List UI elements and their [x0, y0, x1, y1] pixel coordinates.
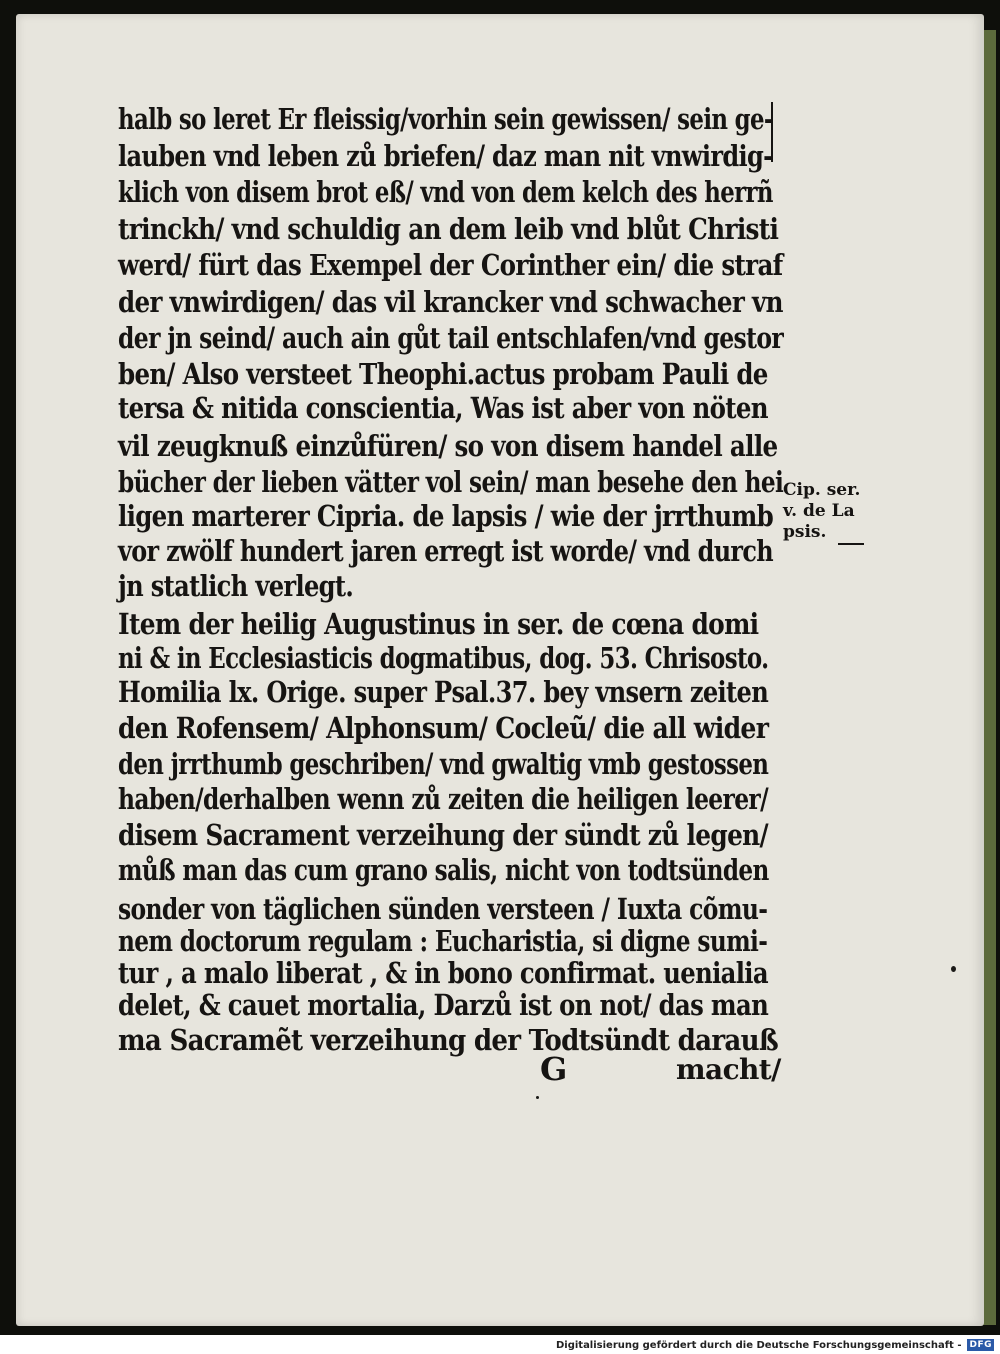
text-line: tersa & nitida conscientia, Was ist aber von nöten — [118, 391, 768, 425]
text-line: klich von disem brot eß/ vnd von dem kelch des herrñ — [118, 175, 773, 209]
ink-speck — [951, 966, 956, 972]
text-line: vor zwölf hundert jaren erregt ist worde/ vnd durch — [118, 534, 773, 568]
signature-mark: G — [540, 1050, 568, 1088]
text-line: halb so leret Er fleissig/vorhin sein gewissen/ sein ge- — [118, 102, 773, 136]
text-line: můß man das cum grano salis, nicht von todtsünden — [118, 853, 769, 887]
margin-dash — [838, 543, 864, 545]
text-line: Item der heilig Augustinus in ser. de cœna domi — [118, 607, 759, 641]
text-line: sonder von täglichen sünden versteen / Iuxta cõmu- — [118, 892, 768, 926]
text-line: haben/derhalben wenn zů zeiten die heiligen leerer/ — [118, 782, 768, 816]
text-line: lauben vnd leben zů briefen/ daz man nit vnwirdig- — [118, 139, 773, 173]
text-line: delet, & cauet mortalia, Darzů ist on not/ das man — [118, 988, 769, 1022]
text-line: jn statlich verlegt. — [118, 569, 354, 603]
margin-bracket — [768, 102, 773, 162]
text-line: Homilia lx. Orige. super Psal.37. bey vnsern zeiten — [118, 675, 769, 709]
book-cover-edge — [982, 30, 996, 1325]
text-line: tur , a malo liberat , & in bono confirmat. uenialia — [118, 956, 768, 990]
text-line: den jrrthumb geschriben/ vnd gwaltig vmb gestossen — [118, 747, 769, 781]
margin-note-line: Cip. ser. — [783, 480, 861, 500]
text-line: bücher der lieben vätter vol sein/ man besehe den hei — [118, 465, 784, 499]
ink-speck — [536, 1096, 539, 1099]
text-line: werd/ fürt das Exempel der Corinther ein/ die straf — [118, 248, 783, 282]
text-line: der vnwirdigen/ das vil krancker vnd schwacher vn — [118, 285, 783, 319]
margin-note — [783, 480, 883, 543]
catchword: macht/ — [676, 1053, 781, 1086]
text-line: ni & in Ecclesiasticis dogmatibus, dog. 53. Chrisosto. — [118, 641, 769, 675]
text-line: nem doctorum regulam : Eucharistia, si digne sumi- — [118, 924, 768, 958]
dfg-logo-icon: DFG — [969, 1340, 992, 1350]
text-line: ma Sacramẽt verzeihung der Todtsündt darauß — [118, 1023, 778, 1057]
digitization-footer — [556, 1338, 994, 1352]
margin-note-line: psis. — [783, 522, 827, 542]
text-line: der jn seind/ auch ain gůt tail entschlafen/vnd gestor — [118, 321, 784, 355]
text-line: vil zeugknuß einzůfüren/ so von disem handel alle — [118, 429, 778, 463]
text-line: den Rofensem/ Alphonsum/ Cocleũ/ die all wider — [118, 711, 769, 745]
margin-note-line: v. de La — [783, 501, 855, 521]
text-line: ligen marterer Cipria. de lapsis / wie der jrrthumb — [118, 499, 774, 533]
text-line: disem Sacrament verzeihung der sündt zů legen/ — [118, 818, 768, 852]
text-line: trinckh/ vnd schuldig an dem leib vnd blůt Christi — [118, 212, 779, 246]
footer-credit: Digitalisierung gefördert durch die Deutsche Forschungsgemeinschaft - — [555, 1339, 962, 1351]
text-line: ben/ Also versteet Theophi.actus probam Pauli de — [118, 357, 768, 391]
